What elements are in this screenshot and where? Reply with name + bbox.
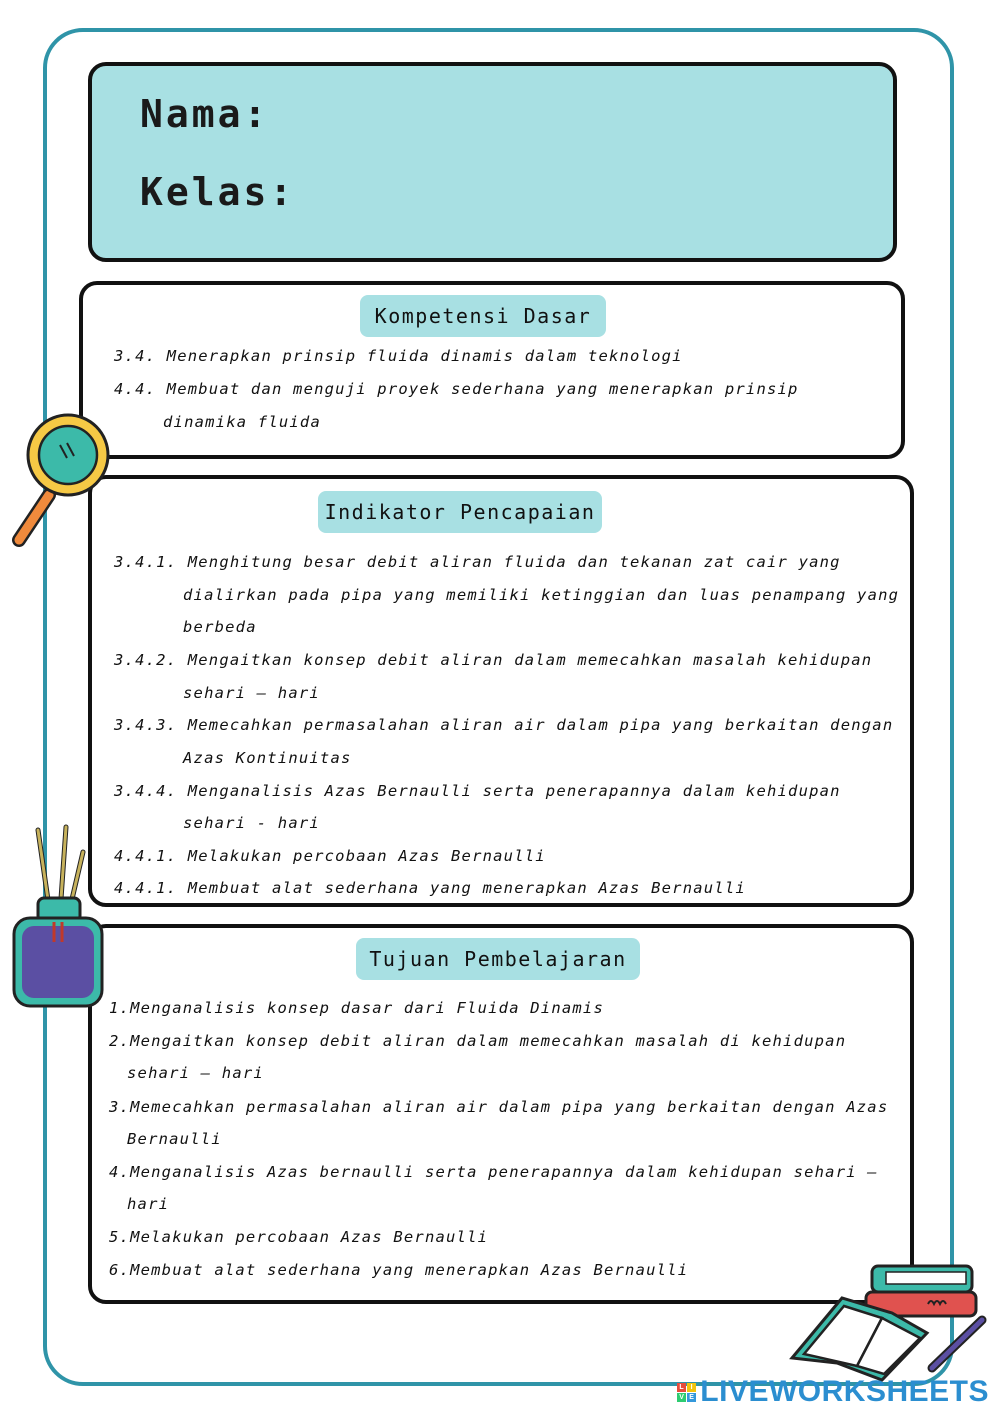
tujuan-line: 5.Melakukan percobaan Azas Bernaulli <box>109 1228 489 1246</box>
kompetensi-line: dinamika fluida <box>163 413 321 431</box>
student-info-box <box>88 62 897 262</box>
nama-label: Nama: <box>140 92 270 136</box>
kompetensi-card <box>79 281 905 459</box>
kelas-label: Kelas: <box>140 170 296 214</box>
tujuan-line: 4.Menganalisis Azas bernaulli serta penerapannya dalam kehidupan sehari – <box>109 1163 878 1181</box>
tujuan-title: Tujuan Pembelajaran <box>356 938 640 980</box>
tujuan-line: 6.Membuat alat sederhana yang menerapkan Azas Bernaulli <box>109 1261 689 1279</box>
tujuan-line: sehari – hari <box>127 1064 264 1082</box>
logo-letter: I <box>687 1383 696 1392</box>
kompetensi-line: 4.4. Membuat dan menguji proyek sederhana yang menerapkan prinsip <box>114 380 799 398</box>
liveworksheets-logo-icon <box>677 1383 696 1402</box>
tujuan-card <box>88 924 914 1304</box>
kompetensi-title: Kompetensi Dasar <box>360 295 606 337</box>
indikator-title: Indikator Pencapaian <box>318 491 602 533</box>
logo-letter: V <box>679 1393 685 1401</box>
indikator-line: 3.4.2. Mengaitkan konsep debit aliran dalam memecahkan masalah kehidupan <box>114 651 873 669</box>
indikator-line: 4.4.1. Membuat alat sederhana yang menerapkan Azas Bernaulli <box>114 879 746 897</box>
logo-letter: L <box>677 1383 686 1392</box>
indikator-card <box>88 475 914 907</box>
watermark-text: LIVEWORKSHEETS <box>700 1375 989 1408</box>
indikator-line: 3.4.1. Menghitung besar debit aliran fluida dan tekanan zat cair yang <box>114 553 841 571</box>
tujuan-line: 1.Menganalisis konsep dasar dari Fluida Dinamis <box>109 999 604 1017</box>
indikator-line: dialirkan pada pipa yang memiliki ketinggian dan luas penampang yang <box>183 586 900 604</box>
indikator-line: berbeda <box>183 618 257 636</box>
indikator-line: Azas Kontinuitas <box>183 749 352 767</box>
indikator-line: 3.4.3. Memecahkan permasalahan aliran air dalam pipa yang berkaitan dengan <box>114 716 894 734</box>
indikator-line: sehari - hari <box>183 814 320 832</box>
indikator-line: 3.4.4. Menganalisis Azas Bernaulli serta penerapannya dalam kehidupan <box>114 782 841 800</box>
books-icon <box>782 1258 992 1383</box>
magnifier-icon <box>5 410 110 550</box>
logo-letter: E <box>689 1393 695 1401</box>
kompetensi-line: 3.4. Menerapkan prinsip fluida dinamis dalam teknologi <box>114 347 683 365</box>
tujuan-line: Bernaulli <box>127 1130 222 1148</box>
indikator-line: 4.4.1. Melakukan percobaan Azas Bernaulli <box>114 847 546 865</box>
liveworksheets-watermark <box>677 1375 989 1409</box>
tujuan-line: 3.Memecahkan permasalahan aliran air dalam pipa yang berkaitan dengan Azas <box>109 1098 889 1116</box>
tujuan-line: hari <box>127 1195 170 1213</box>
tujuan-line: 2.Mengaitkan konsep debit aliran dalam memecahkan masalah di kehidupan <box>109 1032 847 1050</box>
indikator-line: sehari – hari <box>183 684 320 702</box>
diffuser-icon <box>8 822 108 1012</box>
